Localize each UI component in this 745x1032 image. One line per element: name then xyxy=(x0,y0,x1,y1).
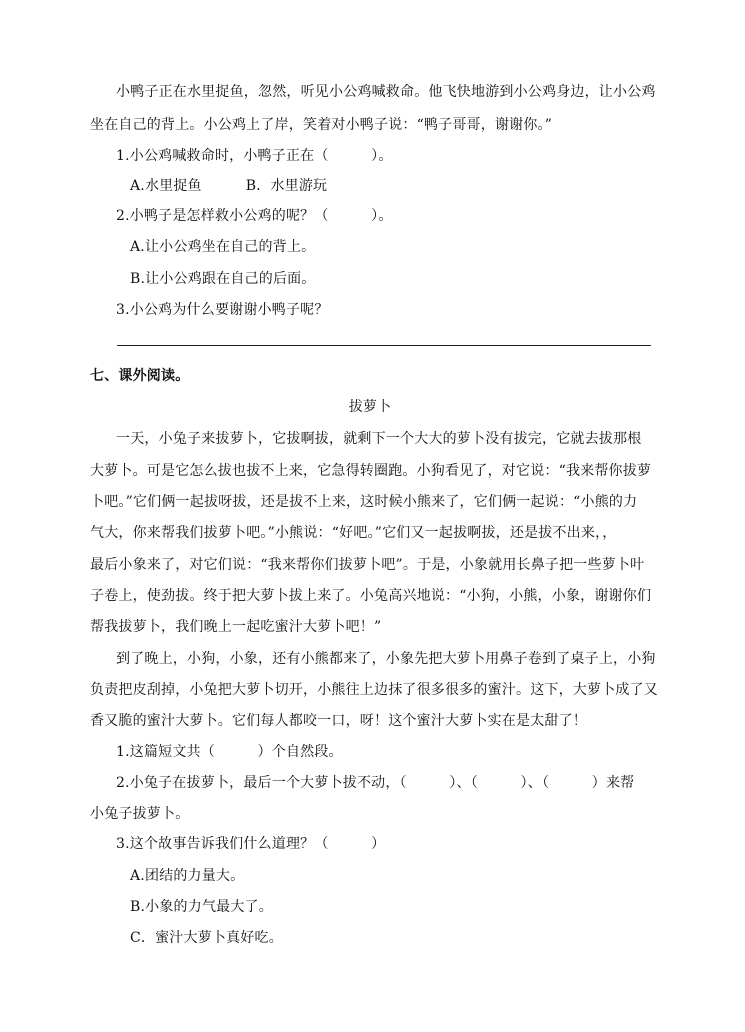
passage1-question-2: 2.小鸭子是怎样救小公鸡的呢？（ ）。 xyxy=(116,208,393,224)
passage1-question-1-options xyxy=(130,176,710,196)
q3-option-a: A.团结的力量大。 xyxy=(130,868,245,884)
story-p1-line3: 卜吧。”它们俩一起拔呀拔，还是拔不上来，这时候小熊来了，它们俩一起说：“小熊的力 xyxy=(90,494,638,510)
passage1-line2: 坐在自己的背上。小公鸡上了岸，笑着对小鸭子说：“鸭子哥哥，谢谢你。” xyxy=(90,117,553,133)
q3-option-b: B.小象的力气最大了。 xyxy=(130,899,273,915)
story-title: 拔萝卜 xyxy=(348,399,392,415)
passage1-question-3: 3.小公鸡为什么要谢谢小鸭子呢？ xyxy=(116,302,329,318)
q1-option-a: A.水里捉鱼 xyxy=(130,178,202,194)
story-p2-line3: 香又脆的蜜汁大萝卜。它们每人都咬一口，呀！这个蜜汁大萝卜实在是太甜了！ xyxy=(90,713,587,729)
q2-option-b: B.让小公鸡跟在自己的后面。 xyxy=(130,271,316,287)
story-p1-line4: 气大，你来帮我们拔萝卜吧。”小熊说：“好吧。”它们又一起拔啊拔，还是拔不出来，， xyxy=(90,525,617,541)
passage1-question-1: 1.小公鸡喊救命时，小鸭子正在（ ）。 xyxy=(116,148,393,164)
story-question-2-line1: 2.小兔子在拔萝卜，最后一个大萝卜拔不动，（ ）、（ ）、（ ）来帮 xyxy=(116,775,635,791)
story-p1-line6: 子卷上，使劲拔。终于把大萝卜拔上来了。小兔高兴地说：“小狗，小熊，小象，谢谢你们 xyxy=(90,588,652,604)
q1-option-b: B．水里游玩 xyxy=(245,178,328,194)
q2-option-a: A.让小公鸡坐在自己的背上。 xyxy=(130,239,316,255)
section-heading: 七、课外阅读。 xyxy=(90,368,190,384)
q3-option-c: C．蜜汁大萝卜真好吃。 xyxy=(130,930,283,946)
story-p1-line7: 帮我拔萝卜，我们晚上一起吃蜜汁大萝卜吧！” xyxy=(90,619,382,635)
story-question-1: 1.这篇短文共（ ）个自然段。 xyxy=(116,744,343,760)
answer-line xyxy=(117,345,651,346)
story-p1-line5: 最后小象来了，对它们说：“我来帮你们拔萝卜吧”。于是，小象就用长鼻子把一些萝卜叶 xyxy=(90,557,645,573)
story-p1-line2: 大萝卜。可是它怎么拔也拔不上来，它急得转圈跑。小狗看见了，对它说：“我来帮你拔萝 xyxy=(90,463,652,479)
story-p1-line1: 一天，小兔子来拔萝卜，它拔啊拔，就剩下一个大大的萝卜没有拔完，它就去拔那根 xyxy=(116,431,642,447)
passage1-line1: 小鸭子正在水里捉鱼，忽然，听见小公鸡喊救命。他飞快地游到小公鸡身边，让小公鸡 xyxy=(116,84,656,100)
story-question-3: 3.这个故事告诉我们什么道理？（ ） xyxy=(116,836,386,852)
story-question-2-line2: 小兔子拔萝卜。 xyxy=(90,806,190,822)
story-p2-line1: 到了晚上，小狗，小象，还有小熊都来了，小象先把大萝卜用鼻子卷到了桌子上，小狗 xyxy=(116,651,656,667)
story-p2-line2: 负责把皮刮掉，小兔把大萝卜切开，小熊往上边抹了很多很多的蜜汁。这下，大萝卜成了又 xyxy=(90,682,658,698)
